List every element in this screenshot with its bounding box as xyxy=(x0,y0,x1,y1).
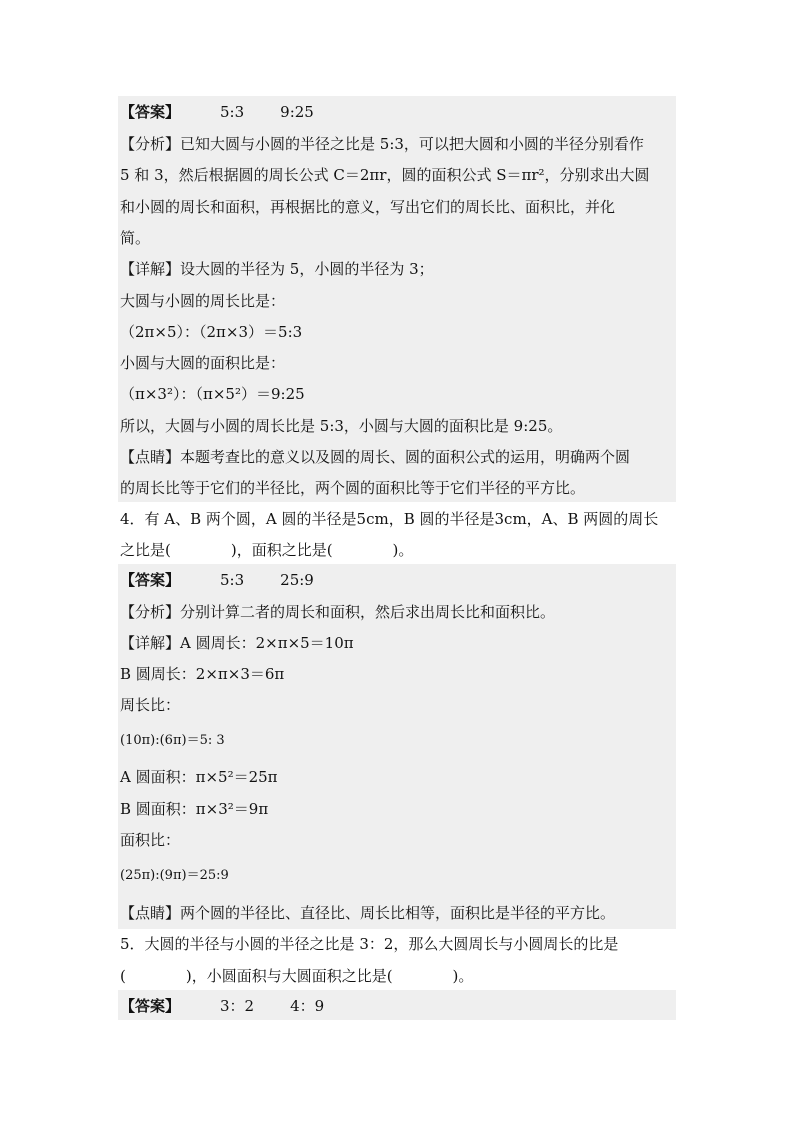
q4-answer-row xyxy=(120,570,314,590)
q4-detail-line-6: B 圆面积：π×3²＝9π xyxy=(120,800,269,818)
q4-answer-1: 5:3 xyxy=(220,571,245,589)
answer-tag: 【答案】 xyxy=(120,571,181,589)
q3-detail-line-5: （π×3²）：（π×5²）＝9:25 xyxy=(120,385,305,403)
q3-answer-2: 9:25 xyxy=(280,103,314,121)
q4-answer-2: 25:9 xyxy=(280,571,314,589)
q4-detail-line-5: A 圆面积：π×5²＝25π xyxy=(120,768,278,786)
q4-analysis: 【分析】分别计算二者的周长和面积，然后求出周长比和面积比。 xyxy=(120,603,556,621)
q4-detail-line-4: (10π):(6π)＝5: 3 xyxy=(120,733,225,748)
q5-answer-2: 4：9 xyxy=(290,997,325,1015)
q3-analysis-line-1: 【分析】已知大圆与小圆的半径之比是 5:3，可以把大圆和小圆的半径分别看作 xyxy=(120,135,644,153)
q3-answer-row xyxy=(120,102,314,122)
q4-detail-line-2: B 圆周长：2×π×3＝6π xyxy=(120,665,285,683)
q4-comment: 【点睛】两个圆的半径比、直径比、周长比相等，面积比是半径的平方比。 xyxy=(120,904,616,922)
q3-analysis-line-3: 和小圆的周长和面积，再根据比的意义，写出它们的周长比、面积比，并化 xyxy=(120,198,616,216)
q5-question-line-1: 5．大圆的半径与小圆的半径之比是 3：2，那么大圆周长与小圆周长的比是 xyxy=(120,935,619,953)
q3-comment-line-2: 的周长比等于它们的半径比，两个圆的面积比等于它们半径的平方比。 xyxy=(120,479,586,497)
q3-analysis-line-4: 简。 xyxy=(120,229,151,247)
q4-question-line-1: 4．有 A、B 两个圆，A 圆的半径是5cm，B 圆的半径是3cm，A、B 两圆的周长 xyxy=(120,510,659,528)
q5-answer-1: 3：2 xyxy=(220,997,255,1015)
q5-question-line-2: ( )，小圆面积与大圆面积之比是( )。 xyxy=(120,967,474,985)
q3-detail-line-6: 所以，大圆与小圆的周长比是 5:3，小圆与大圆的面积比是 9:25。 xyxy=(120,417,563,435)
answer-tag: 【答案】 xyxy=(120,103,181,121)
q4-question-line-2: 之比是( )，面积之比是( )。 xyxy=(120,541,414,559)
q4-detail-line-1: 【详解】A 圆周长：2×π×5＝10π xyxy=(120,634,354,652)
q3-analysis-line-2: 5 和 3，然后根据圆的周长公式 C＝2πr，圆的面积公式 S＝πr²，分别求出大圆 xyxy=(120,166,650,184)
q3-detail-line-4: 小圆与大圆的面积比是： xyxy=(120,354,286,372)
q5-answer-row xyxy=(120,996,324,1016)
q4-detail-line-8: (25π):(9π)＝25:9 xyxy=(120,868,229,883)
q4-detail-line-7: 面积比： xyxy=(120,831,181,849)
q3-detail-line-1: 【详解】设大圆的半径为 5，小圆的半径为 3； xyxy=(120,260,434,278)
q3-answer-1: 5:3 xyxy=(220,103,245,121)
q4-detail-line-3: 周长比： xyxy=(120,696,181,714)
q3-detail-line-3: （2π×5）：（2π×3）＝5:3 xyxy=(120,323,303,341)
answer-tag: 【答案】 xyxy=(120,997,181,1015)
q3-comment-line-1: 【点睛】本题考查比的意义以及圆的周长、圆的面积公式的运用，明确两个圆 xyxy=(120,448,631,466)
q3-detail-line-2: 大圆与小圆的周长比是： xyxy=(120,292,286,310)
